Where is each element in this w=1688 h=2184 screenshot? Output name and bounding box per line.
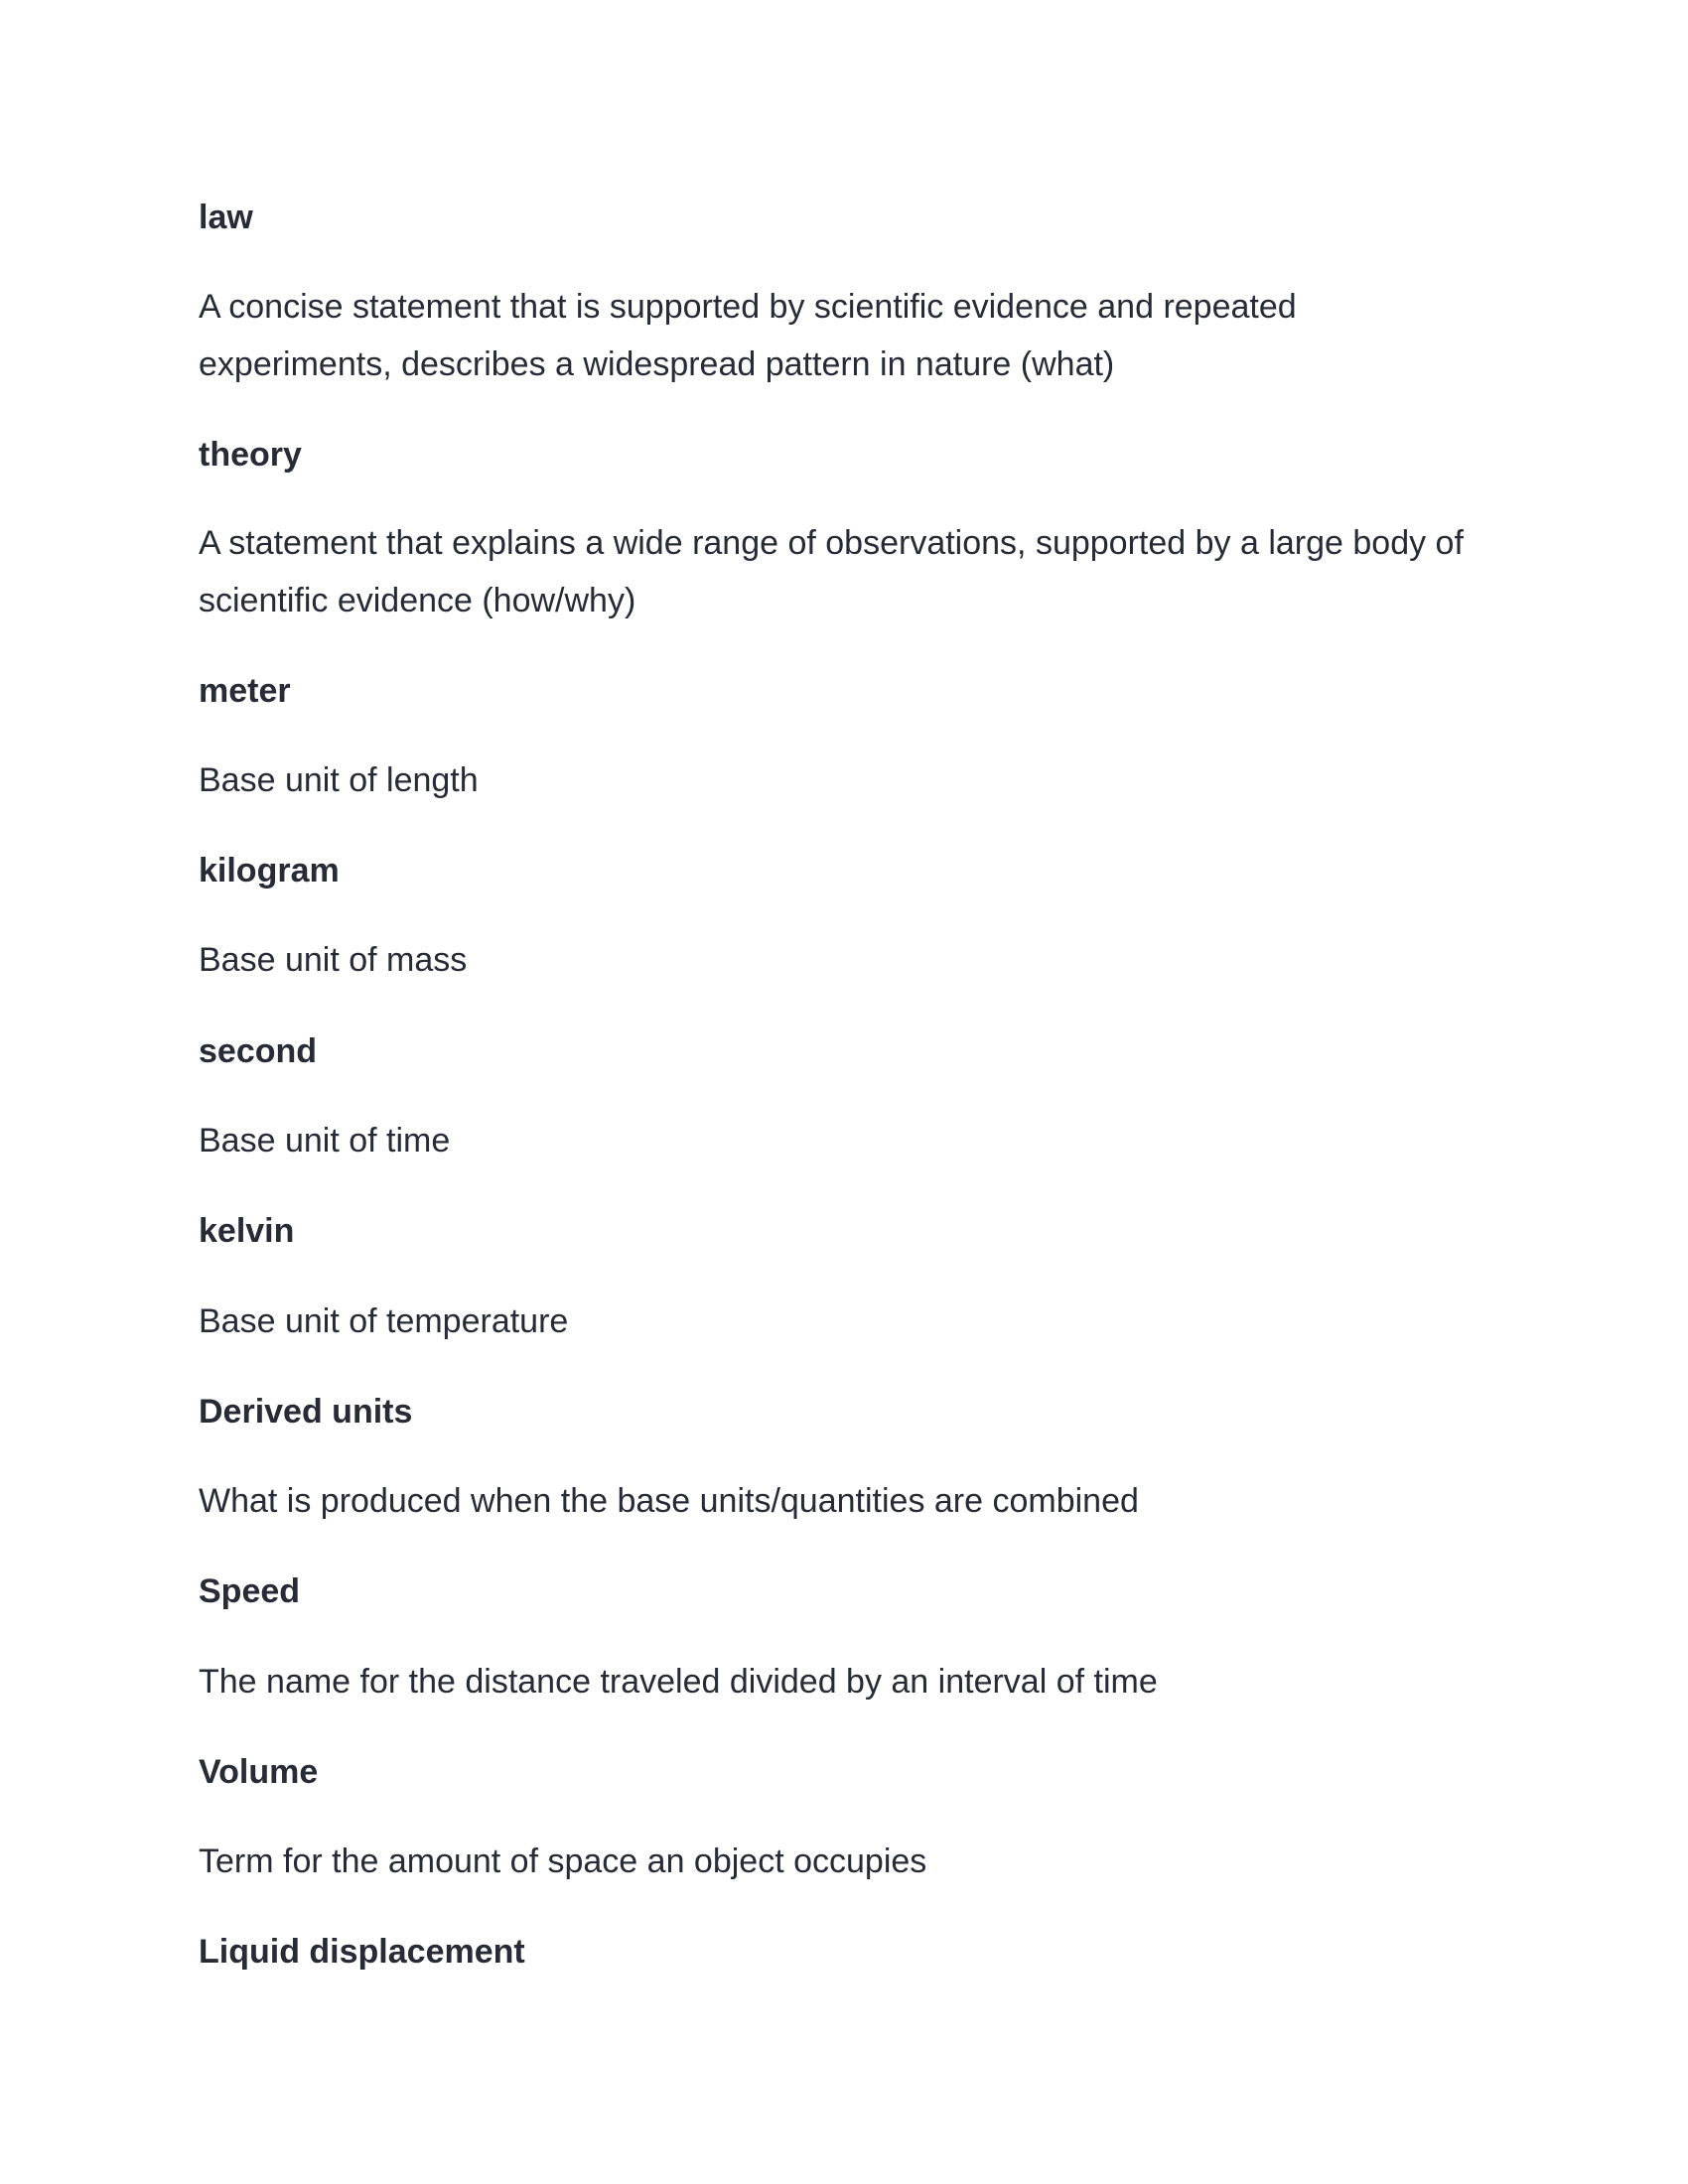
term-theory: theory [199,436,302,474]
term-liquid-displacement: Liquid displacement [199,1933,525,1971]
term-law: law [199,199,253,236]
definition-kelvin: Base unit of temperature [199,1302,569,1340]
definition-second: Base unit of time [199,1122,451,1160]
term-kelvin: kelvin [199,1212,295,1250]
definition-volume: Term for the amount of space an object occupies [199,1843,927,1880]
definition-meter: Base unit of length [199,761,479,799]
term-kilogram: kilogram [199,852,340,889]
definition-theory: A statement that explains a wide range of observations, supported by a large body of scientific evidence (how/why) [199,524,1464,619]
term-volume: Volume [199,1753,319,1791]
definition-derived-units: What is produced when the base units/quantities are combined [199,1482,1139,1520]
definition-law: A concise statement that is supported by scientific evidence and repeated experiments, describes a widespread pattern in nature (what) [199,288,1297,383]
term-meter: meter [199,672,291,710]
definition-speed: The name for the distance traveled divided by an interval of time [199,1663,1158,1701]
definition-kilogram: Base unit of mass [199,941,468,979]
term-speed: Speed [199,1572,301,1610]
term-derived-units: Derived units [199,1393,413,1431]
term-second: second [199,1032,318,1070]
